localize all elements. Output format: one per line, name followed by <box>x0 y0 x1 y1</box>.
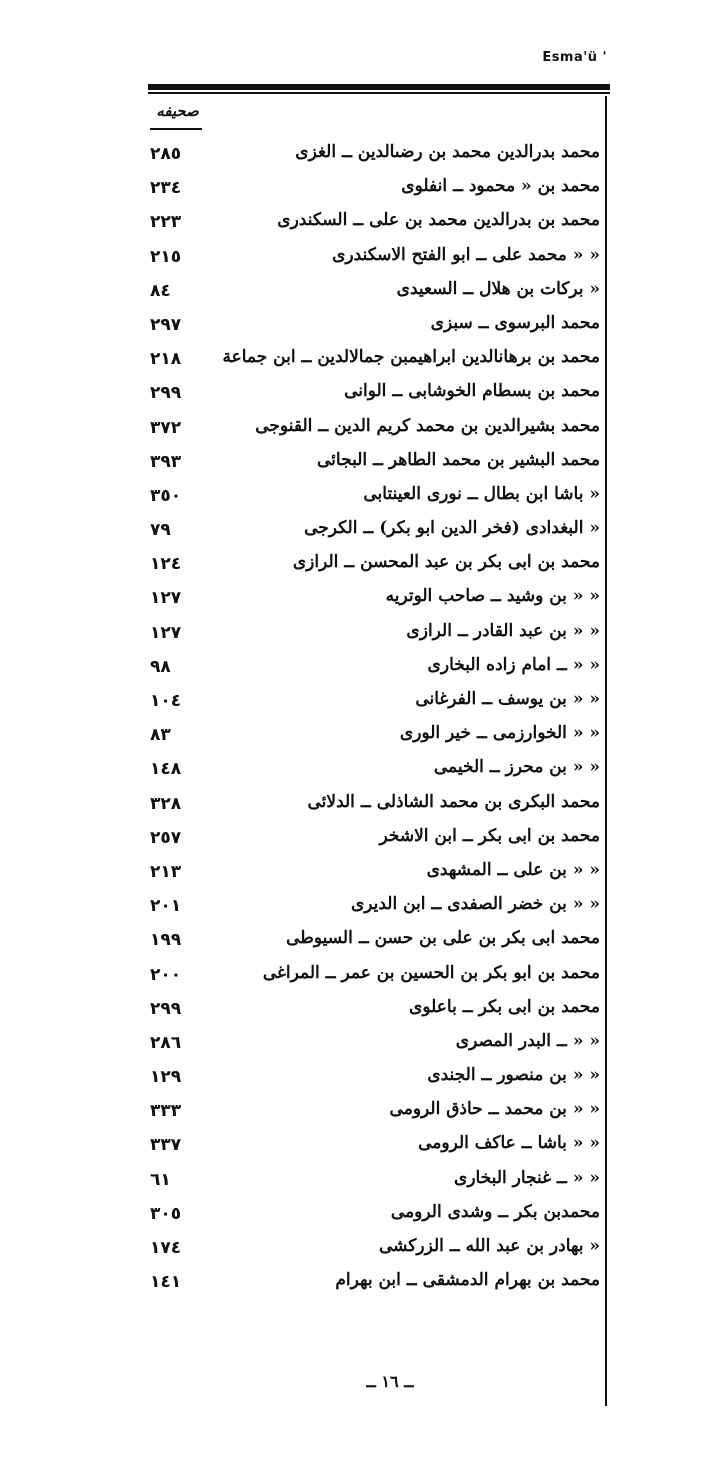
entry-name: « « بن وشيد ــ صاحب الوتريه <box>385 586 600 607</box>
index-entry <box>150 1131 600 1165</box>
index-entry <box>150 277 600 311</box>
index-entry <box>150 995 600 1029</box>
index-entry <box>150 1200 600 1234</box>
index-entry <box>150 892 600 926</box>
entry-page: ٨٤ <box>150 280 171 301</box>
index-entry <box>150 1166 600 1200</box>
entry-name: « « بن محمد ــ حاذق الرومى <box>389 1099 600 1120</box>
entry-name: محمد بن بهرام الدمشقى ــ ابن بهرام <box>335 1270 600 1291</box>
index-entry <box>150 1234 600 1268</box>
entry-name: « « بن عبد القادر ــ الرازى <box>406 620 600 641</box>
entry-page: ١٤٨ <box>150 759 182 780</box>
index-entry <box>150 1063 600 1097</box>
entry-page: ١٤١ <box>150 1272 182 1293</box>
entry-name: محمد بن بدرالدين محمد بن على ــ السكندرى <box>277 210 600 231</box>
entry-page: ١٩٩ <box>150 930 182 951</box>
entry-page: ٢١٨ <box>150 349 182 370</box>
entry-name: « « بن محرز ــ الخيمى <box>433 757 600 778</box>
top-rule <box>148 84 610 90</box>
entry-page: ٣٥٠ <box>150 485 182 506</box>
entry-page: ١٢٩ <box>150 1067 182 1088</box>
index-entry <box>150 311 600 345</box>
index-entry <box>150 1029 600 1063</box>
index-entry <box>150 926 600 960</box>
entry-page: ٢١٥ <box>150 246 182 267</box>
entry-page: ٢٨٦ <box>150 1032 182 1053</box>
page-number: ــ ١٦ ــ <box>366 1372 414 1391</box>
top-rule-thin <box>148 92 610 94</box>
entry-name: محمد بن برهانالدين ابراهيمبن جمالالدين ــ ابن جماعة <box>222 347 600 368</box>
index-entry <box>150 174 600 208</box>
entry-name: « « ــ البدر المصرى <box>455 1030 600 1051</box>
entry-name: محمد البكرى بن محمد الشاذلى ــ الدلائى <box>307 791 600 812</box>
entry-name: محمد ابى بكر بن على بن حسن ــ السيوطى <box>286 928 600 949</box>
entry-name: محمد البرسوى ــ سبزى <box>430 312 600 333</box>
entry-name: محمدبن بكر ــ وشدى الرومى <box>390 1201 600 1222</box>
entry-page: ٩٨ <box>150 656 171 677</box>
entry-page: ١٧٤ <box>150 1238 182 1258</box>
index-entry <box>150 345 600 379</box>
entry-name: « « باشا ــ عاكف الرومى <box>418 1133 600 1154</box>
page-column-header: صحيفه <box>156 102 199 120</box>
index-entry <box>150 414 600 448</box>
right-margin-rule <box>605 96 607 1406</box>
entry-page: ٣٢٨ <box>150 793 182 814</box>
index-entry <box>150 208 600 242</box>
index-entry <box>150 584 600 618</box>
entry-name: « « بن على ــ المشهدى <box>426 859 600 880</box>
entry-name: « بهادر بن عبد الله ــ الزركشى <box>378 1236 600 1256</box>
index-entry <box>150 721 600 755</box>
entry-name: محمد بن ابى بكر بن عبد المحسن ــ الرازى <box>292 552 600 573</box>
entry-page: ٣٠٥ <box>150 1203 182 1224</box>
index-entry <box>150 858 600 892</box>
index-entries <box>150 140 600 1302</box>
index-entry <box>150 961 600 995</box>
entry-page: ١٢٧ <box>150 588 182 609</box>
running-header: Esma'ü ' <box>542 50 607 65</box>
index-entry <box>150 516 600 550</box>
entry-page: ٣٧٢ <box>150 417 182 438</box>
entry-name: « « بن منصور ــ الجندى <box>427 1065 600 1086</box>
entry-page: ٨٣ <box>150 725 171 746</box>
index-entry <box>150 755 600 789</box>
entry-name: « باشا ابن بطال ــ نورى العينتابى <box>363 483 600 504</box>
index-entry <box>150 1268 600 1302</box>
index-entry <box>150 790 600 824</box>
entry-name: محمد بن بسطام الخوشابى ــ الوانى <box>344 381 600 402</box>
entry-page: ٧٩ <box>150 520 171 541</box>
entry-page: ٢٩٩ <box>150 998 182 1019</box>
entry-page: ٢٠٠ <box>150 964 182 985</box>
entry-name: « بركات بن هلال ــ السعيدى <box>396 278 600 299</box>
entry-page: ٢٩٩ <box>150 383 182 404</box>
index-entry <box>150 824 600 858</box>
index-entry <box>150 482 600 516</box>
entry-name: « « محمد على ــ ابو الفتح الاسكندرى <box>332 244 600 265</box>
entry-page: ٢٩٧ <box>150 314 182 335</box>
entry-page: ٢١٣ <box>150 861 182 882</box>
index-entry <box>150 550 600 584</box>
entry-name: « « ــ غنجار البخارى <box>454 1167 600 1188</box>
entry-page: ٢٢٣ <box>150 212 182 233</box>
index-entry <box>150 448 600 482</box>
entry-page: ٣٣٧ <box>150 1135 182 1156</box>
entry-name: « « الخوارزمى ــ خير الورى <box>399 723 600 744</box>
index-entry <box>150 140 600 174</box>
entry-page: ٢٥٧ <box>150 827 182 848</box>
entry-name: محمد بن ابى بكر ــ ابن الاشخر <box>379 825 600 846</box>
index-entry <box>150 1097 600 1131</box>
column-header-underline <box>150 128 202 130</box>
entry-page: ٦١ <box>150 1169 171 1190</box>
entry-name: محمد بشيرالدين بن محمد كريم الدين ــ القنوجى <box>255 415 600 436</box>
index-entry <box>150 653 600 687</box>
index-entry <box>150 619 600 653</box>
entry-page: ١٢٤ <box>150 554 182 575</box>
entry-page: ٣٩٣ <box>150 451 182 472</box>
entry-page: ٣٣٣ <box>150 1101 182 1122</box>
entry-name: « « بن خضر الصفدى ــ ابن الديرى <box>350 894 600 915</box>
entry-name: محمد بن « محمود ــ انفلوى <box>401 176 600 197</box>
entry-name: « البغدادى (فخر الدين ابو بكر) ــ الكرجى <box>304 518 600 539</box>
entry-name: « « بن يوسف ــ الفرغانى <box>415 689 600 709</box>
index-entry <box>150 379 600 413</box>
entry-page: ٢٠١ <box>150 896 182 917</box>
entry-name: محمد بن ابو بكر بن الحسين بن عمر ــ المراغى <box>262 962 600 983</box>
entry-page: ١٢٧ <box>150 622 182 643</box>
entry-page: ٢٣٤ <box>150 178 182 199</box>
entry-page: ١٠٤ <box>150 691 182 711</box>
index-entry <box>150 687 600 721</box>
entry-name: محمد بن ابى بكر ــ باعلوى <box>409 996 600 1017</box>
index-entry <box>150 243 600 277</box>
entry-name: محمد بدرالدين محمد بن رضىالدين ــ الغزى <box>295 142 600 162</box>
entry-name: محمد البشير بن محمد الطاهر ــ البجائى <box>317 449 600 470</box>
entry-name: « « ــ امام زاده البخارى <box>427 654 600 675</box>
entry-page: ٢٨٥ <box>150 144 182 164</box>
